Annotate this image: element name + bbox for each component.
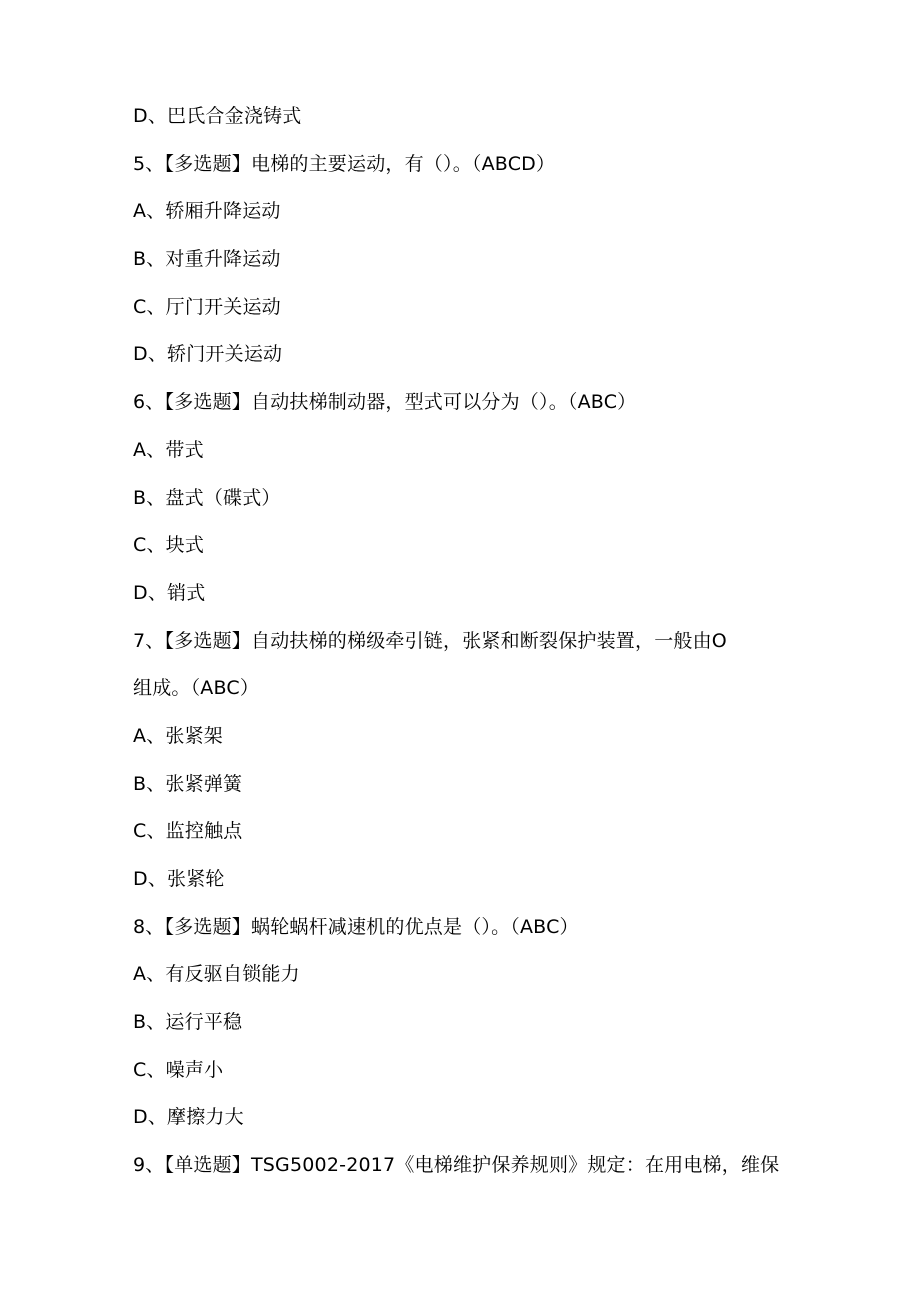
option-line: B、对重升降运动 <box>133 248 281 271</box>
option-line: D、张紧轮 <box>133 868 225 890</box>
option-line: B、盘式（碟式） <box>133 486 281 509</box>
option-line: A、带式 <box>133 438 204 461</box>
question-line: 7、【多选题】自动扶梯的梯级牵引链，张紧和断裂保护装置，一般由O <box>133 629 727 652</box>
question-line: 8、【多选题】蜗轮蜗杆减速机的优点是（）。（ABC） <box>133 915 579 938</box>
question-line: 9、【单选题】TSG5002-2017《电梯维护保养规则》规定：在用电梯，维保 <box>133 1154 780 1177</box>
option-line: D、摩擦力大 <box>133 1106 244 1129</box>
question-line-continuation: 组成。（ABC） <box>133 677 260 700</box>
question-list <box>133 93 793 1190</box>
option-line: C、监控触点 <box>133 820 243 843</box>
option-line: B、运行平稳 <box>133 1011 243 1034</box>
option-line: C、厅门开关运动 <box>133 295 281 318</box>
question-line: 6、【多选题】自动扶梯制动器，型式可以分为（）。（ABC） <box>133 391 637 414</box>
option-line: A、轿厢升降运动 <box>133 200 281 223</box>
option-line: A、张紧架 <box>133 724 223 747</box>
option-line: D、销式 <box>133 581 206 604</box>
option-line: C、块式 <box>133 534 205 557</box>
question-line: 5、【多选题】电梯的主要运动，有（）。（ABCD） <box>133 152 556 175</box>
option-line: A、有反驱自锁能力 <box>133 963 300 986</box>
option-line: D、巴氏合金浇铸式 <box>133 105 302 127</box>
option-line: D、轿门开关运动 <box>133 343 283 366</box>
option-line: B、张紧弹簧 <box>133 772 243 795</box>
option-line: C、噪声小 <box>133 1058 224 1081</box>
